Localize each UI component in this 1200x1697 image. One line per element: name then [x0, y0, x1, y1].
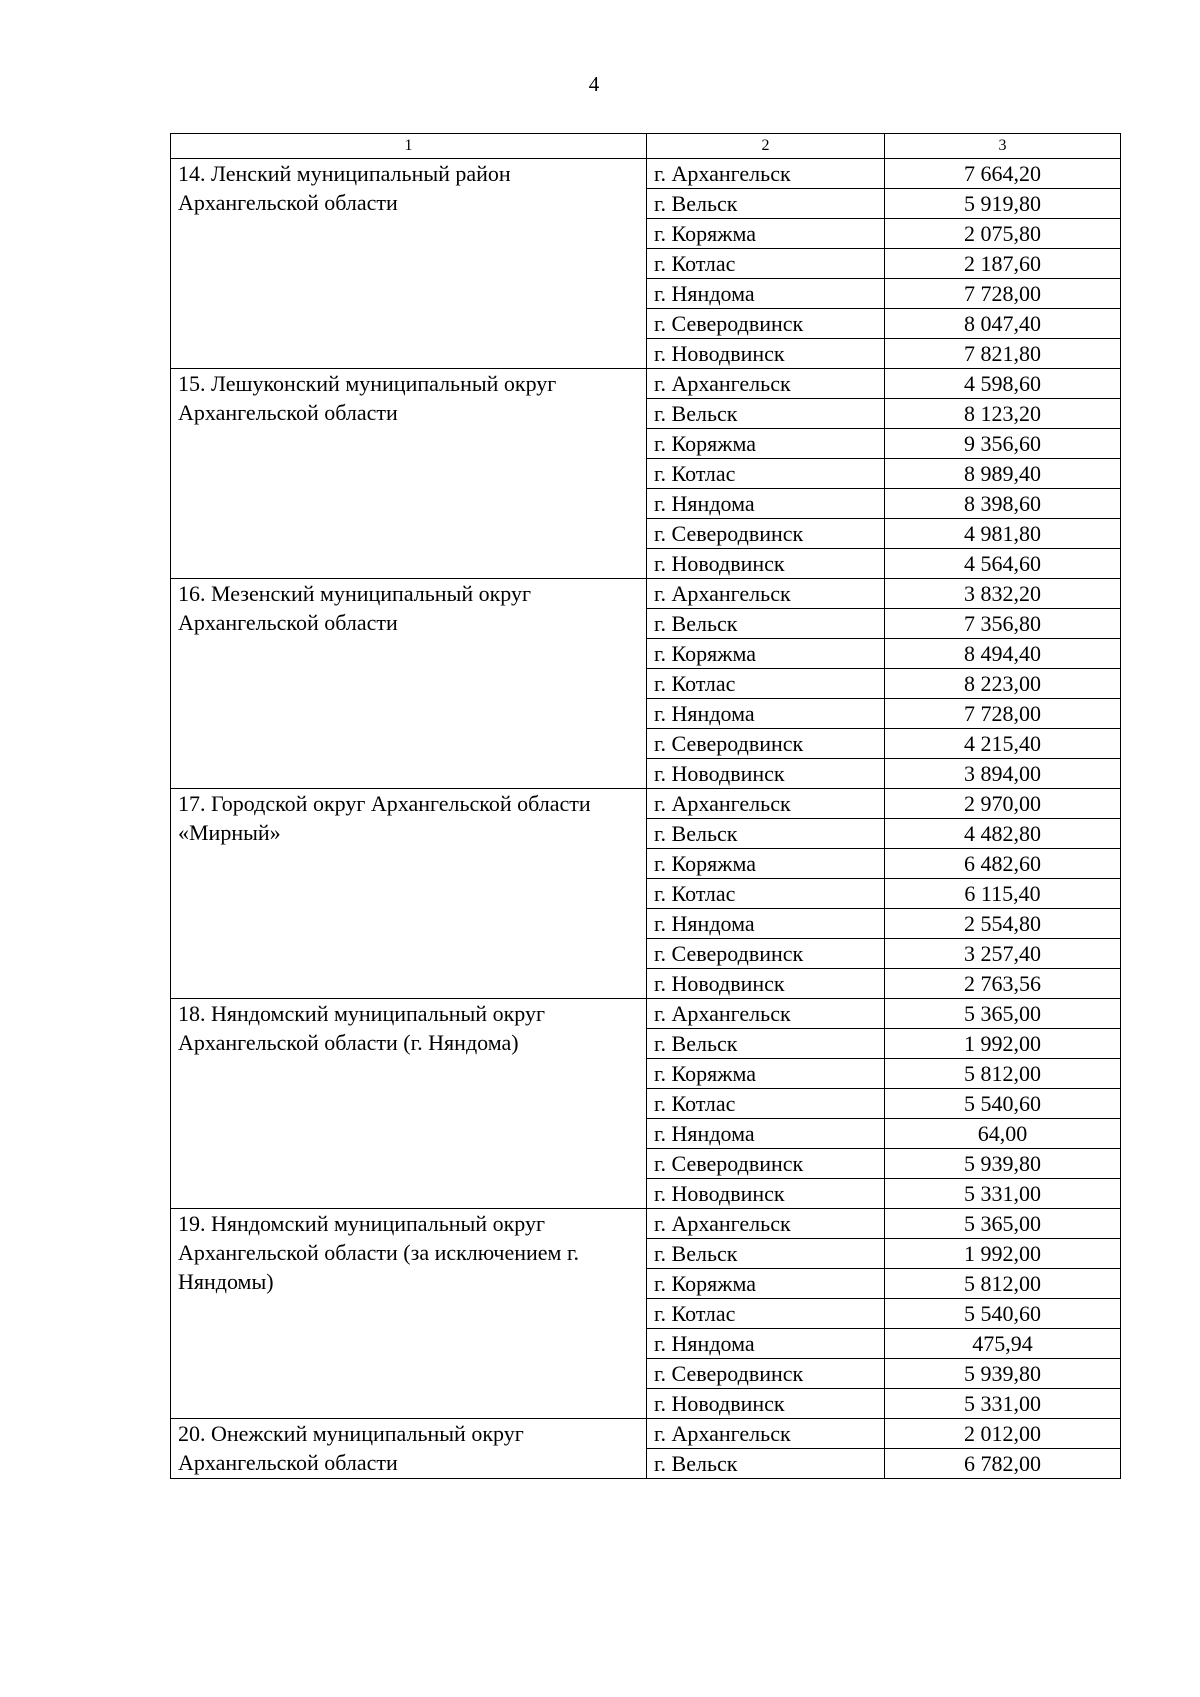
value-cell: 9 356,60	[885, 429, 1121, 459]
value-cell: 475,94	[885, 1329, 1121, 1359]
city-cell: г. Северодвинск	[647, 519, 885, 549]
table-row	[171, 159, 1121, 189]
city-cell: г. Новодвинск	[647, 969, 885, 999]
city-cell: г. Няндома	[647, 1119, 885, 1149]
value-cell: 5 939,80	[885, 1149, 1121, 1179]
value-cell: 1 992,00	[885, 1239, 1121, 1269]
value-cell: 1 992,00	[885, 1029, 1121, 1059]
city-cell: г. Вельск	[647, 609, 885, 639]
city-cell: г. Коряжма	[647, 849, 885, 879]
city-cell: г. Няндома	[647, 909, 885, 939]
value-cell: 5 919,80	[885, 189, 1121, 219]
value-cell: 3 832,20	[885, 579, 1121, 609]
value-cell: 5 540,60	[885, 1089, 1121, 1119]
city-cell: г. Вельск	[647, 189, 885, 219]
city-cell: г. Котлас	[647, 669, 885, 699]
value-cell: 7 356,80	[885, 609, 1121, 639]
value-cell: 5 365,00	[885, 1209, 1121, 1239]
city-cell: г. Архангельск	[647, 999, 885, 1029]
city-cell: г. Новодвинск	[647, 549, 885, 579]
value-cell: 8 047,40	[885, 309, 1121, 339]
value-cell: 5 540,60	[885, 1299, 1121, 1329]
table-row	[171, 369, 1121, 399]
value-cell: 2 012,00	[885, 1419, 1121, 1449]
city-cell: г. Новодвинск	[647, 1389, 885, 1419]
value-cell: 5 812,00	[885, 1269, 1121, 1299]
value-cell: 5 939,80	[885, 1359, 1121, 1389]
city-cell: г. Вельск	[647, 1239, 885, 1269]
value-cell: 5 331,00	[885, 1389, 1121, 1419]
city-cell: г. Северодвинск	[647, 939, 885, 969]
value-cell: 3 894,00	[885, 759, 1121, 789]
value-cell: 4 215,40	[885, 729, 1121, 759]
city-cell: г. Северодвинск	[647, 1149, 885, 1179]
city-cell: г. Коряжма	[647, 429, 885, 459]
tariff-table	[170, 133, 1121, 1479]
value-cell: 8 123,20	[885, 399, 1121, 429]
value-cell: 8 494,40	[885, 639, 1121, 669]
city-cell: г. Северодвинск	[647, 1359, 885, 1389]
district-cell: 18. Няндомский муниципальный округ Архангельской области (г. Няндома)	[171, 999, 647, 1209]
value-cell: 7 728,00	[885, 699, 1121, 729]
value-cell: 6 482,60	[885, 849, 1121, 879]
city-cell: г. Коряжма	[647, 1269, 885, 1299]
value-cell: 4 482,80	[885, 819, 1121, 849]
district-cell: 14. Ленский муниципальный район Архангельской области	[171, 159, 647, 369]
city-cell: г. Коряжма	[647, 639, 885, 669]
value-cell: 4 981,80	[885, 519, 1121, 549]
column-header: 2	[647, 134, 885, 159]
table-row	[171, 579, 1121, 609]
city-cell: г. Новодвинск	[647, 1179, 885, 1209]
value-cell: 2 554,80	[885, 909, 1121, 939]
value-cell: 7 664,20	[885, 159, 1121, 189]
city-cell: г. Северодвинск	[647, 729, 885, 759]
district-cell: 19. Няндомский муниципальный округ Архангельской области (за исключением г. Няндомы)	[171, 1209, 647, 1419]
value-cell: 8 398,60	[885, 489, 1121, 519]
city-cell: г. Архангельск	[647, 1209, 885, 1239]
table-row	[171, 999, 1121, 1029]
city-cell: г. Коряжма	[647, 1059, 885, 1089]
value-cell: 2 187,60	[885, 249, 1121, 279]
city-cell: г. Коряжма	[647, 219, 885, 249]
table-row	[171, 1419, 1121, 1449]
city-cell: г. Архангельск	[647, 159, 885, 189]
value-cell: 7 821,80	[885, 339, 1121, 369]
city-cell: г. Новодвинск	[647, 759, 885, 789]
value-cell: 8 223,00	[885, 669, 1121, 699]
value-cell: 5 331,00	[885, 1179, 1121, 1209]
city-cell: г. Няндома	[647, 1329, 885, 1359]
column-header: 3	[885, 134, 1121, 159]
district-cell: 15. Лешуконский муниципальный округ Архангельской области	[171, 369, 647, 579]
header-row	[171, 134, 1121, 159]
district-cell: 20. Онежский муниципальный округ Архангельской области	[171, 1419, 647, 1479]
city-cell: г. Северодвинск	[647, 309, 885, 339]
value-cell: 4 598,60	[885, 369, 1121, 399]
value-cell: 2 970,00	[885, 789, 1121, 819]
value-cell: 5 812,00	[885, 1059, 1121, 1089]
city-cell: г. Вельск	[647, 399, 885, 429]
city-cell: г. Котлас	[647, 879, 885, 909]
value-cell: 6 782,00	[885, 1449, 1121, 1479]
city-cell: г. Няндома	[647, 489, 885, 519]
city-cell: г. Котлас	[647, 1299, 885, 1329]
value-cell: 6 115,40	[885, 879, 1121, 909]
city-cell: г. Няндома	[647, 279, 885, 309]
value-cell: 4 564,60	[885, 549, 1121, 579]
city-cell: г. Вельск	[647, 1449, 885, 1479]
value-cell: 5 365,00	[885, 999, 1121, 1029]
table-row	[171, 789, 1121, 819]
value-cell: 3 257,40	[885, 939, 1121, 969]
value-cell: 64,00	[885, 1119, 1121, 1149]
table-row	[171, 1209, 1121, 1239]
city-cell: г. Вельск	[647, 819, 885, 849]
city-cell: г. Новодвинск	[647, 339, 885, 369]
city-cell: г. Няндома	[647, 699, 885, 729]
city-cell: г. Архангельск	[647, 789, 885, 819]
column-header: 1	[171, 134, 647, 159]
value-cell: 7 728,00	[885, 279, 1121, 309]
city-cell: г. Архангельск	[647, 369, 885, 399]
district-cell: 17. Городской округ Архангельской области «Мирный»	[171, 789, 647, 999]
city-cell: г. Архангельск	[647, 579, 885, 609]
city-cell: г. Архангельск	[647, 1419, 885, 1449]
page-number: 4	[588, 72, 600, 96]
city-cell: г. Котлас	[647, 249, 885, 279]
value-cell: 8 989,40	[885, 459, 1121, 489]
value-cell: 2 075,80	[885, 219, 1121, 249]
city-cell: г. Вельск	[647, 1029, 885, 1059]
district-cell: 16. Мезенский муниципальный округ Архангельской области	[171, 579, 647, 789]
value-cell: 2 763,56	[885, 969, 1121, 999]
city-cell: г. Котлас	[647, 459, 885, 489]
city-cell: г. Котлас	[647, 1089, 885, 1119]
